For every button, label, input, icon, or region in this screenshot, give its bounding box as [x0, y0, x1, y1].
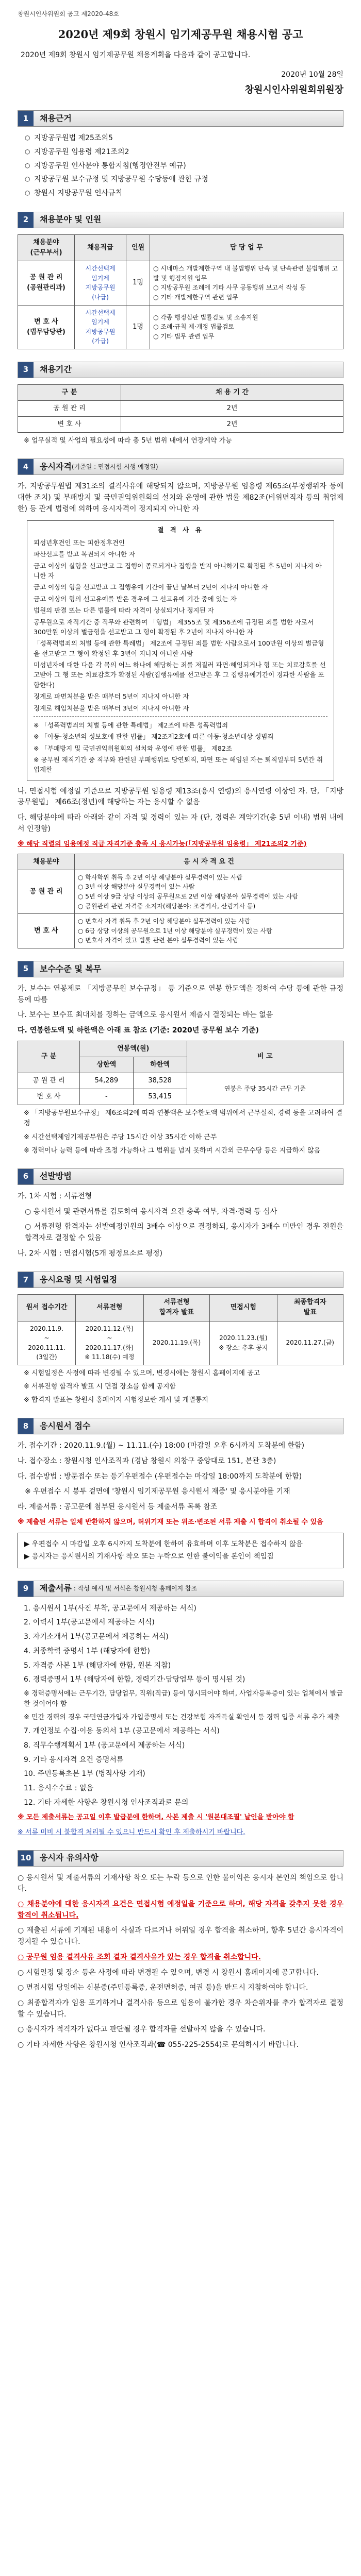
table-cell: 38,528 — [133, 1073, 187, 1089]
section-number: 6 — [18, 1169, 34, 1184]
box-item: 금고 이상의 실형을 선고받고 그 집행이 종료되거나 집행을 받지 아니하기로 확정된 후 5년이 지나지 아니한 자 — [34, 562, 322, 580]
table-row — [18, 914, 343, 948]
list-item: 6. 경력증명서 1부 (해당자에 한함, 경력기간·담당업무 등이 명시된 것) — [24, 1675, 245, 1684]
list-item: 1. 응시원서 1부(사진 부착, 공고문에서 제공하는 서식) — [24, 1604, 196, 1613]
selection-item: ○ 서류전형 합격자는 선발예정인원의 3배수 이상으로 결정하되, 응시자가 3배수 미만인 경우 전원을 합격자로 결정할 수 있음 — [25, 1223, 343, 1242]
section-number: 10 — [18, 1851, 34, 1866]
section-10-header — [18, 1850, 343, 1867]
section-8-header — [18, 1418, 343, 1434]
table-cell: 변 호 사 — [18, 1089, 80, 1105]
table-cell: 54,289 — [80, 1073, 134, 1089]
documents-red-note: ※ 모든 제출서류는 공고일 이후 발급분에 한하며, 사본 제출 시 '원본대조필' 날인을 받아야 함 — [18, 1814, 294, 1822]
selection-item: ○ 응시원서 및 관련서류를 검토하여 응시자격 요건 충족 여부, 자격·경력 등 심사 — [25, 1207, 277, 1216]
box-item: 피성년후견인 또는 피한정후견인 — [34, 538, 125, 547]
table-header: 서류전형 — [76, 1295, 144, 1321]
table-header: 채용분야 (근무부서) — [18, 234, 75, 261]
list-item: ○ 지방공무원 인사분야 통합지침(행정안전부 예규) — [27, 161, 343, 172]
caution-item: ○ 면접시험 당일에는 신분증(주민등록증, 운전면허증, 여권 등)을 반드시 지참하여야 합니다. — [18, 1984, 308, 1992]
table-header: 담 당 업 무 — [150, 234, 343, 261]
table-header: 연봉액(원) — [80, 1041, 187, 1057]
documents-list — [18, 1603, 343, 1809]
section-4-header — [18, 459, 343, 475]
application-warning-box — [18, 1533, 343, 1568]
box-item: 미성년자에 대한 다음 각 목의 어느 하나에 해당하는 죄를 저질러 파면·해임되거나 형 또는 치료감호를 선고받아 그 형 또는 치료감호가 확정된 사람(집행유예를 선고받은 후 그 집행유예기간이 경과한 사람을 포함한다) — [34, 661, 326, 689]
box-item: 금고 이상의 형의 선고유예를 받은 경우에 그 선고유예 기간 중에 있는 자 — [34, 595, 237, 603]
caution-item: ○ 기타 자세한 사항은 창원시청 인사조직과(☎ 055-225-2554)로 문의하시기 바랍니다. — [18, 2040, 299, 2049]
section-title-main: 응시자격 — [40, 462, 72, 472]
box-item: 파산선고를 받고 복권되지 아니한 자 — [34, 550, 136, 558]
table-cell: 2020.11.9. ~ 2020.11.11. (3일간) — [18, 1321, 76, 1365]
section-number: 3 — [18, 362, 34, 378]
table-row — [18, 1073, 343, 1089]
salary-para-da: 다. 연봉한도액 및 하한액은 아래 표 참조 (기준: 2020년 공무원 보수 기준) — [18, 1026, 259, 1035]
caution-item: ○ 응시원서 및 제출서류의 기재사항 착오 또는 누락 등으로 인한 불이익은 응시자 본인의 책임으로 합니다. — [18, 1873, 343, 1893]
list-item: ※ 경력증명서에는 근무기간, 담당업무, 직위(직급) 등이 명시되어야 하며, 사업자등록증이 있는 업체에서 발급한 것이어야 함 — [24, 1689, 343, 1708]
section-title: 선발방법 — [40, 1171, 72, 1181]
caution-red-item: ○ 공무원 임용 결격사유 조회 결과 결격사유가 있는 경우 합격을 취소합니다. — [18, 1953, 261, 1961]
salary-para-na: 나. 보수는 보수표 최대치를 정하는 금액으로 응시원서 제출시 결정되는 바는 없음 — [18, 1011, 273, 1020]
caution-item: ○ 응시자가 적격자가 없다고 판단될 경우 합격자를 선발하지 않을 수 있습니다. — [18, 2025, 266, 2034]
section-title: 채용분야 및 인원 — [40, 214, 102, 225]
section-title: 보수수준 및 복무 — [40, 963, 102, 974]
document-title: 2020년 제9회 창원시 임기제공무원 채용시험 공고 — [58, 27, 303, 41]
table-header: 채 용 기 간 — [121, 384, 343, 400]
list-item: ○ 창원시 지방공무원 인사규칙 — [27, 188, 343, 199]
table-cell: 2020.11.12.(목) ~ 2020.11.17.(화) ※ 11.18(수) 예정 — [76, 1321, 144, 1365]
section-title — [34, 459, 158, 474]
table-cell: 공 원 관 리 (공원관리과) — [18, 261, 75, 305]
salary-note: ※ 경력이나 능력 등에 따라 조정 가능하나 그 범위를 넘지 못하며 시간외 근무수당 등은 지급하지 않음 — [24, 1146, 321, 1155]
section-7-header — [18, 1272, 343, 1288]
caution-item: ○ 제출된 서류에 기재된 내용이 사실과 다르거나 허위일 경우 합격을 취소하며, 향후 5년간 응시자격이 정지될 수 있습니다. — [18, 1926, 343, 1946]
table-cell: 연봉은 주당 35시간 근무 기준 — [187, 1073, 343, 1105]
schedule-table — [18, 1294, 343, 1365]
application-red-note: ※ 제출된 서류는 일체 반환하지 않으며, 허위기재 또는 위조·변조된 서류 제출 시 합격이 취소될 수 있음 — [18, 1518, 323, 1526]
issuer-name: 창원시인사위원회위원장 — [244, 84, 343, 95]
table-row — [18, 401, 343, 417]
section-title: 채용근거 — [40, 113, 72, 123]
table-header: 채용직급 — [75, 234, 126, 261]
list-item: 7. 개인정보 수집·이용 동의서 1부 (공고문에서 제공하는 서식) — [24, 1727, 220, 1736]
table-row — [18, 261, 343, 305]
box-notes — [34, 716, 327, 775]
list-item: 11. 응시수수료 : 없음 — [24, 1784, 93, 1793]
section-number: 1 — [18, 111, 34, 126]
selection-item: 나. 2차 시험 : 면접시험(5개 평정요소로 평정) — [18, 1249, 162, 1258]
list-item: ○ 지방공무원 임용령 제21조의2 — [27, 147, 343, 158]
section-number: 8 — [18, 1418, 34, 1434]
list-item: ※ 민간 경력의 경우 국민연금가입자 가입증명서 또는 건강보험 자격득실 확인서 등 경력 입증 서류 추가 제출 — [24, 1714, 340, 1722]
period-table — [18, 384, 343, 433]
list-item: ○ 지방공무원 보수규정 및 지방공무원 수당등에 관한 규정 — [27, 174, 343, 185]
period-note: ※ 업무실적 및 사업의 필요성에 따라 총 5년 범위 내에서 연장계약 가능 — [24, 437, 232, 445]
lead-text: 2020년 제9회 창원시 임기제공무원 채용계획을 다음과 같이 공고합니다. — [21, 51, 251, 60]
box-item: 금고 이상의 형을 선고받고 그 집행유예 기간이 끝난 날부터 2년이 지나지 아니한 자 — [34, 583, 268, 591]
table-row — [18, 417, 343, 433]
section-number: 7 — [18, 1272, 34, 1287]
salary-note: ※ 시간선택제임기제공무원은 주당 15시간 이상 35시간 이하 근무 — [24, 1133, 217, 1141]
warning-line: ▶ 응시자는 응시원서의 기재사항 착오 또는 누락으로 인한 불이익을 본인이 책임짐 — [24, 1552, 274, 1561]
box-item: 「성폭력범죄의 처벌 등에 관한 특례법」 제2조에 규정된 죄를 범한 사람으로서 100만원 이상의 벌금형을 선고받고 그 형이 확정된 후 3년이 지나지 아니한 사람 — [34, 639, 324, 657]
box-note: ※ 「부패방지 및 국민권익위원회의 설치와 운영에 관한 법률」 제82조 — [34, 744, 233, 752]
table-row — [18, 1321, 343, 1365]
caution-item: ○ 시험일정 및 장소 등은 사정에 따라 변경될 수 있으며, 변경 시 창원시 홈페이지에 공고합니다. — [18, 1968, 319, 1977]
section-title: 응시요령 및 시험일정 — [40, 1274, 118, 1284]
qualification-red-note: ※ 해당 직렬의 임용예정 직급 자격기준 충족 시 응시가능(「지방공무원 임용령」 제21조의2 기준) — [18, 840, 307, 848]
schedule-note: ※ 합격자 발표는 창원시 홈페이지 시험정보란 게시 및 개별통지 — [24, 1396, 208, 1404]
table-header: 비 고 — [187, 1041, 343, 1073]
section-2-header — [18, 212, 343, 228]
qualification-para-da: 다. 해당분야에 따라 아래와 같이 자격 및 경력이 있는 자 (단, 경력은 계약기간(총 5년 이내) 범위 내에서 인정함) — [18, 814, 343, 833]
table-cell: 2년 — [121, 417, 343, 433]
application-item: ※ 우편접수 시 봉투 겉면에 '창원시 임기제공무원 응시원서 재중' 및 응시분야를 기재 — [25, 1487, 290, 1496]
application-item: 라. 제출서류 : 공고문에 첨부된 응시원서 등 제출서류 목록 참조 — [18, 1503, 218, 1512]
warning-line: ▶ 우편접수 시 마감일 오후 6시까지 도착분에 한하여 유효하며 이후 도착분은 접수하지 않음 — [24, 1539, 303, 1548]
section-title: 응시자 유의사항 — [40, 1853, 99, 1863]
table-cell: ○ 학사학위 취득 후 2년 이상 해당분야 실무경력이 있는 사람 ○ 3년 이상 해당분야 실무경력이 있는 사람 ○ 5년 이상 9급 상당 이상의 공무원으로 2년 이상 해당분야 실무경력이 있는 사람 ○ 공원관리 관련 자격증 소지자(해당분야: 조경기사, 산림기사 등) — [75, 870, 343, 913]
table-cell: 변 호 사 (법무담당관) — [18, 305, 75, 349]
table-header: 원서 접수기간 — [18, 1295, 76, 1321]
list-item: 12. 기타 자세한 사항은 창원시청 인사조직과로 문의 — [24, 1798, 189, 1807]
section-9-header — [18, 1581, 343, 1597]
table-header: 서류전형 합격자 발표 — [143, 1295, 209, 1321]
table-cell: - — [80, 1089, 134, 1105]
table-cell: 2년 — [121, 401, 343, 417]
qualification-para-ga: 가. 지방공무원법 제31조의 결격사유에 해당되지 않으며, 지방공무원 임용령 제65조(부정행위자 등에 대한 조치) 및 부패방지 및 국민권익위원회의 설치와 운영에 관한 법률 제82조(비위면직자 등의 취업제한) 등 관계 법령에 의하여 응시자격이 정지되지 아니한 자 — [18, 482, 343, 513]
table-cell: 공 원 관 리 — [18, 1073, 80, 1089]
notice-number: 창원시인사위원회 공고 제2020-48호 — [18, 10, 119, 18]
section-number: 4 — [18, 459, 34, 474]
box-item: 징계로 해임처분을 받은 때부터 3년이 지나지 아니한 자 — [34, 704, 189, 712]
list-item: 4. 최종학력 증명서 1부 (해당자에 한함) — [24, 1647, 150, 1655]
selection-item: 가. 1차 시험 : 서류전형 — [18, 1192, 92, 1200]
salary-note: ※ 「지방공무원보수규정」 제6조의2에 따라 연봉액은 보수한도액 범위에서 근무실적, 경력 등을 고려하여 결정 — [24, 1109, 342, 1128]
table-cell: ○ 각종 행정심판 법률검토 및 소송지원 ○ 조례·규칙 제·개정 법률검토 ○ 기타 법무 관련 업무 — [150, 305, 343, 349]
table-cell: 공 원 관 리 — [18, 401, 121, 417]
salary-table — [18, 1041, 343, 1106]
section-title: 응시원서 접수 — [40, 1420, 91, 1431]
section-number: 5 — [18, 961, 34, 977]
table-cell: ○ 변호사 자격 취득 후 2년 이상 해당분야 실무경력이 있는 사람 ○ 6급 상당 이상의 공무원으로 1년 이상 해당분야 실무경력이 있는 사람 ○ 변호사 자격이 있고 법률 관련 분야 실무경력이 있는 사람 — [75, 914, 343, 948]
table-row — [18, 305, 343, 349]
table-cell: 1명 — [126, 261, 150, 305]
list-item: 8. 직무수행계획서 1부 (공고문에서 제공하는 서식) — [24, 1741, 185, 1750]
list-item: 10. 주민등록초본 1부 (병적사항 기재) — [24, 1770, 145, 1778]
caution-item: ○ 최종합격자가 임용 포기하거나 결격사유 등으로 임용이 불가한 경우 차순위자를 추가 합격자로 결정할 수 있습니다. — [18, 1998, 343, 2019]
table-header: 채용분야 — [18, 854, 75, 870]
table-cell: 시간선택제 임기제 지방공무원 (가급) — [75, 305, 126, 349]
disqualification-box — [27, 520, 334, 781]
box-item: 법원의 판결 또는 다른 법률에 따라 자격이 상실되거나 정지된 자 — [34, 606, 214, 615]
table-cell: 1명 — [126, 305, 150, 349]
table-header: 응 시 자 격 요 건 — [75, 854, 343, 870]
box-note: ※ 「성폭력범죄의 처벌 등에 관한 특례법」 제2조에 따른 성폭력범죄 — [34, 721, 228, 729]
section-title — [34, 1581, 197, 1597]
table-subheader: 하한액 — [133, 1057, 187, 1073]
section-title: 채용기간 — [40, 364, 72, 375]
table-cell: 시간선택제 임기제 지방공무원 (나급) — [75, 261, 126, 305]
salary-para-ga: 가. 보수는 연봉제로 「지방공무원 보수규정」 등 기준으로 연봉 한도액을 정하여 수당 등에 관한 규정 등에 따름 — [18, 984, 343, 1004]
table-header: 인원 — [126, 234, 150, 261]
box-note: ※ 공무원 재직기간 중 직무와 관련된 부패행위로 당연퇴직, 파면 또는 해임된 자는 퇴직일부터 5년간 취업제한 — [34, 756, 323, 774]
table-header: 면접시험 — [210, 1295, 277, 1321]
section-5-header — [18, 961, 343, 977]
documents-blue-note: ※ 서류 미비 시 불합격 처리될 수 있으니 반드시 확인 후 제출하시기 바랍니다. — [18, 1828, 245, 1836]
application-item: 다. 접수방법 : 방문접수 또는 등기우편접수 (우편접수는 마감일 18:00까지 도착분에 한함) — [18, 1472, 302, 1481]
qualification-table — [18, 854, 343, 948]
section-number: 9 — [18, 1581, 34, 1597]
application-item: 가. 접수기간 : 2020.11.9.(월) ~ 11.11.(수) 18:00 (마감일 오후 6시까지 도착분에 한함) — [18, 1442, 305, 1450]
section-title-sub: (기준일 : 면접시험 시행 예정일) — [71, 463, 158, 471]
table-header: 구 분 — [18, 1041, 80, 1073]
section-3-header — [18, 362, 343, 378]
box-title: 결 격 사 유 — [157, 526, 204, 534]
table-row — [18, 870, 343, 913]
caution-red-item: ○ 채용분야에 대한 응시자격 요건은 면접시험 예정일을 기준으로 하며, 해당 자격을 갖추지 못한 경우 합격이 취소됩니다. — [18, 1900, 343, 1920]
list-item: 3. 자기소개서 1부(공고문에서 제공하는 서식) — [24, 1633, 169, 1641]
application-item: 나. 접수장소 : 창원시청 인사조직과 (경남 창원시 의창구 중앙대로 151, 본관 3층) — [18, 1457, 276, 1466]
section-title-main: 제출서류 — [40, 1583, 72, 1594]
table-header: 최종합격자 발표 — [277, 1295, 343, 1321]
schedule-note: ※ 시험일정은 사정에 따라 변경될 수 있으며, 변경시에는 창원시 홈페이지에 공고 — [24, 1369, 260, 1377]
section-1-header — [18, 110, 343, 127]
table-cell: 2020.11.19.(목) — [143, 1321, 209, 1365]
table-cell: 2020.11.23.(월) ※ 장소: 추후 공지 — [210, 1321, 277, 1365]
list-item: 2. 이력서 1부(공고문에서 제공하는 서식) — [24, 1618, 155, 1627]
qualification-para-na: 나. 면접시험 예정일 기준으로 지방공무원 임용령 제13조(응시 연령)의 응시연령 이상인 자. 단, 「지방공무원법」 제66조(정년)에 해당하는 자는 응시할 수 없음 — [18, 787, 343, 807]
table-cell: 2020.11.27.(금) — [277, 1321, 343, 1365]
list-item: 9. 기타 응시자격 요건 증명서류 — [24, 1755, 124, 1764]
table-cell: ○ 시네마스 개발제한구역 내 불법행위 단속 및 단속관련 불법행위 고발 및 행정지원 업무 ○ 지방공무원 조례에 기타 사무 공동행위 보고서 작성 등 ○ 기타 개발제한구역 관련 업무 — [150, 261, 343, 305]
box-item: 징계로 파면처분을 받은 때부터 5년이 지나지 아니한 자 — [34, 692, 189, 701]
box-note: ※ 「아동·청소년의 성보호에 관한 법률」 제2조제2호에 따른 아동·청소년대상 성범죄 — [34, 733, 274, 741]
box-item: 공무원으로 재직기간 중 직무와 관련하여 「형법」 제355조 및 제356조에 규정된 죄를 범한 자로서 300만원 이상의 벌금형을 선고받고 그 형이 확정된 후 2년이 지나지 아니한 자 — [34, 618, 314, 636]
table-cell: 변 호 사 — [18, 417, 121, 433]
section-number: 2 — [18, 212, 34, 228]
list-item: 5. 자격증 사본 1부 (해당자에 한함, 원본 지참) — [24, 1661, 171, 1670]
schedule-note: ※ 서류전형 합격자 발표 시 면접 장소를 함께 공지함 — [24, 1383, 176, 1391]
recruitment-table — [18, 234, 343, 349]
table-subheader: 상한액 — [80, 1057, 134, 1073]
section-1-list — [18, 133, 343, 199]
list-item: ○ 지방공무원법 제25조의5 — [27, 133, 343, 144]
table-cell: 53,415 — [133, 1089, 187, 1105]
section-6-header — [18, 1168, 343, 1185]
section-title-sub: : 작성 예시 및 서식은 창원시청 홈페이지 참조 — [73, 1585, 198, 1592]
table-cell: 공 원 관 리 — [18, 870, 75, 913]
notice-date: 2020년 10월 28일 — [281, 70, 343, 79]
table-cell: 변 호 사 — [18, 914, 75, 948]
table-header: 구 분 — [18, 384, 121, 400]
